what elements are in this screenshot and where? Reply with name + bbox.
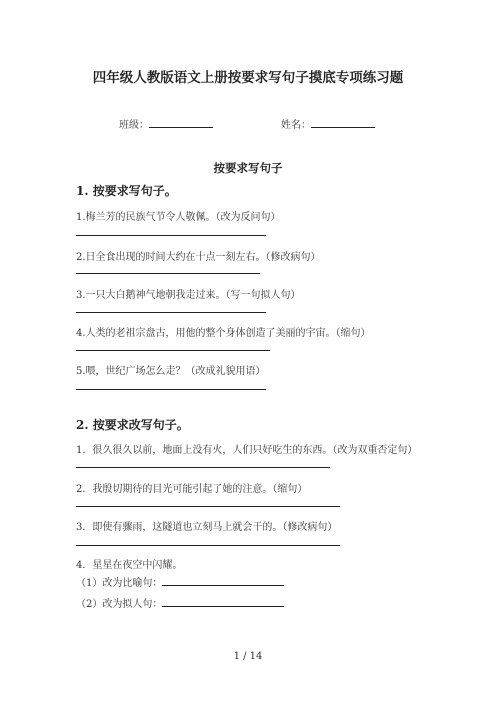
name-blank [311,118,375,128]
class-blank [149,118,213,128]
part1-item-3: 3.一只大白鹅神气地朝我走过来。（写一句拟人句） [76,290,301,301]
answer-blank [162,576,284,586]
page-number: 1 / 14 [233,651,263,662]
part2-heading: 2. 按要求改写句子。 [76,418,189,432]
part2-item-4: 4．星星在夜空中闪耀。 [76,560,183,571]
answer-line [76,389,266,390]
part1-item-2: 2.日全食出现的时间大约在十点一刻左右。（修改病句） [76,252,321,263]
answer-line [76,235,266,236]
page-title: 四年级人教版语文上册按要求写句子摸底专项练习题 [92,70,404,86]
part2-item-1: 1．很久很久以前，地面上没有火，人们只好吃生的东西。（改为双重否定句） [76,445,418,456]
subitem-label: （2）改为拟人句： [76,599,163,610]
part2-subitem-2 [76,595,284,610]
subitem-label: （1）改为比喻句： [76,578,163,589]
part1-item-5: 5.喂，世纪广场怎么走？（改成礼貌用语） [76,366,266,377]
part2-item-2: 2．我殷切期待的目光可能引起了她的注意。（缩句） [76,484,308,495]
name-label: 姓名： [281,120,311,131]
answer-blank [162,597,284,607]
name-field [281,116,375,131]
class-label: 班级： [119,120,149,131]
answer-line [76,312,266,313]
part1-item-4: 4.人类的老祖宗盘古，用他的整个身体创造了美丽的宇宙。（缩句） [76,328,371,339]
answer-line [76,273,260,274]
part2-subitem-1 [76,574,284,589]
answer-line [76,350,270,351]
answer-line [76,506,340,507]
answer-line [76,545,340,546]
part2-item-3: 3．即使有骤雨，这隧道也立刻马上就会干的。（修改病句） [76,522,338,533]
part1-item-1: 1.梅兰芳的民族气节令人敬佩。（改为反问句） [76,212,281,223]
class-field [119,116,213,131]
answer-line [76,467,330,468]
part1-heading: 1. 按要求写句子。 [76,184,177,198]
section-title: 按要求写句子 [213,161,283,175]
